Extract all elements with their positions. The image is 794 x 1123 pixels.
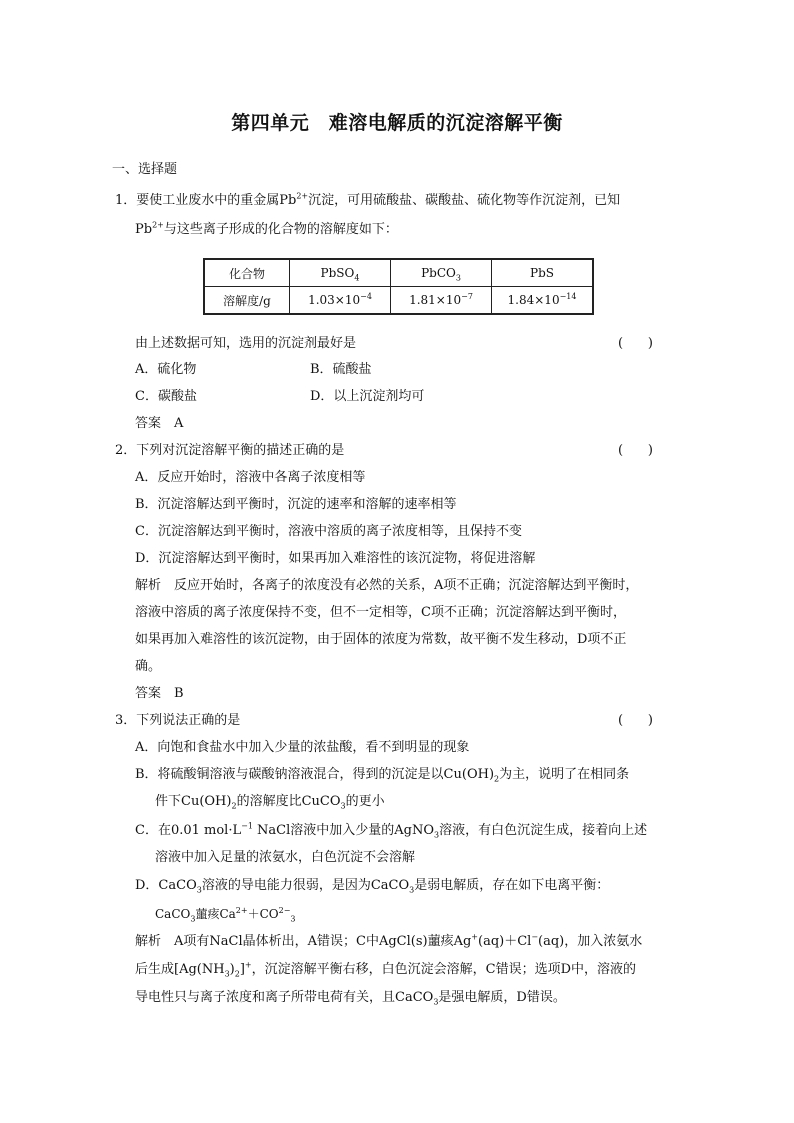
q3-answer-blank: ( ) [618, 713, 653, 728]
q3-option-b-line-2: 件下$Cu(OH)_2$的溶解度比CuCO$_3$的更小 [155, 794, 385, 811]
q1-option-c: C．碳酸盐 [135, 389, 197, 404]
table-header-cell: 化合物 [204, 259, 290, 287]
q2-explanation-line: 溶液中溶质的离子浓度保持不变，但不一定相等，C项不正确；沉淀溶解达到平衡时， [135, 605, 626, 620]
q1-answer: 答案 A [135, 416, 184, 431]
q2-explanation-line: 解析 反应开始时，各离子的浓度没有必然的关系，A项不正确；沉淀溶解达到平衡时， [135, 578, 639, 593]
q1-option-d: D．以上沉淀剂均可 [310, 389, 425, 404]
q3-option-c-line-1: C．在0.01 $mol\cdot L^{-1}$ NaCl溶液中加入少量的AgNO$_3$溶液，有白色沉淀生成，接着向上述 [135, 821, 648, 840]
q1-option-b: B．硫酸盐 [310, 362, 372, 377]
q2-explanation-line: 如果再加入难溶性的该沉淀物，由于固体的浓度为常数，故平衡不发生移动，D项不正 [135, 632, 627, 647]
q2-answer-blank: ( ) [618, 443, 653, 458]
q3-option-c-line-2: 溶液中加入足量的浓氨水，白色沉淀不会溶解 [155, 850, 416, 865]
q1-answer-blank: ( ) [618, 336, 653, 351]
table-header-cell: PbSO$_4$ [290, 259, 391, 287]
q1-option-a: A．硫化物 [135, 362, 197, 377]
q2-option-c: C．沉淀溶解达到平衡时，溶液中溶质的离子浓度相等，且保持不变 [135, 524, 522, 539]
q3-explanation-line-1: 解析 A项有NaCl晶体析出，A错误；C中AgCl(s)蘁痎Ag+(aq)＋Cl−(aq)，加入浓氨水 [135, 932, 643, 949]
q1-stem-line-1: 1．要使工业废水中的重金属$Pb^{2+}$沉淀，可用硫酸盐、碳酸盐、硫化物等作沉淀剂，已知 [115, 191, 621, 208]
q3-explanation-line-2: 后生成$[Ag(NH_3)_2]^+$，沉淀溶解平衡右移，白色沉淀会溶解，C错误；选项D中，溶液的 [135, 960, 636, 979]
table-header-cell: PbS [492, 259, 594, 287]
table-cell: $1.84\times 10^{-14}$ [492, 287, 594, 315]
q2-stem: 2．下列对沉淀溶解平衡的描述正确的是 [115, 443, 345, 458]
q3-equilibrium-equation: CaCO$_3$蘁痎$Ca^{2+}+CO^{2-}_3$ [155, 906, 296, 924]
table-row [204, 259, 593, 287]
q2-explanation-line: 确。 [135, 659, 162, 674]
q1-stem-line-2: $Pb^{2+}$与这些离子形成的化合物的溶解度如下： [135, 220, 398, 237]
q3-option-a: A．向饱和食盐水中加入少量的浓盐酸，看不到明显的现象 [135, 740, 470, 755]
q3-option-d-line-1: D．CaCO$_3$溶液的导电能力很弱，是因为CaCO$_3$是弱电解质，存在如下电离平衡： [135, 878, 610, 895]
table-row [204, 287, 593, 315]
page-title: 第四单元 难溶电解质的沉淀溶解平衡 [231, 112, 563, 134]
table-cell: 溶解度/g [204, 287, 290, 315]
q3-stem: 3．下列说法正确的是 [115, 713, 241, 728]
q2-option-d: D．沉淀溶解达到平衡时，如果再加入难溶性的该沉淀物，将促进溶解 [135, 551, 536, 566]
q1-question: 由上述数据可知，选用的沉淀剂最好是 [135, 336, 357, 351]
table-header-cell: PbCO$_3$ [391, 259, 492, 287]
q2-option-b: B．沉淀溶解达到平衡时，沉淀的速率和溶解的速率相等 [135, 497, 457, 512]
table-cell: $1.81\times 10^{-7}$ [391, 287, 492, 315]
q3-option-b-line-1: B．将硫酸铜溶液与碳酸钠溶液混合，得到的沉淀是以$Cu(OH)_2$为主，说明了在相同条 [135, 767, 630, 784]
solubility-table [203, 258, 594, 315]
q2-answer: 答案 B [135, 686, 184, 701]
q2-option-a: A．反应开始时，溶液中各离子浓度相等 [135, 470, 366, 485]
table-cell: $1.03\times 10^{-4}$ [290, 287, 391, 315]
q3-explanation-line-3: 导电性只与离子浓度和离子所带电荷有关，且CaCO$_3$是强电解质，D错误。 [135, 990, 566, 1007]
section-heading: 一、选择题 [112, 162, 178, 177]
